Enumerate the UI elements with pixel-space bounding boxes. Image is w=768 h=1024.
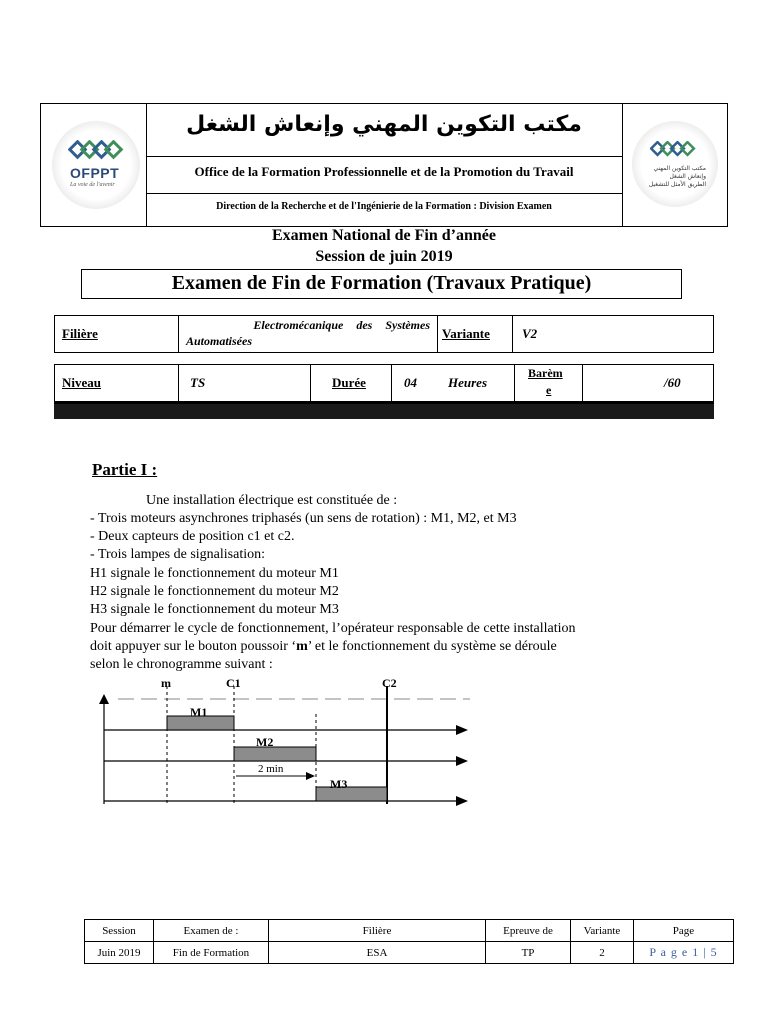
chrono-line-m2-arrow-icon (456, 756, 468, 766)
duree-label: Durée (332, 375, 366, 390)
header-divider-right (622, 103, 623, 227)
info-row2-frame (54, 364, 714, 402)
bareme-label-line1: Barèm (528, 366, 563, 380)
chrono-bar-label-m1: M1 (190, 705, 208, 719)
partie-line-9-post: ’ et le fonctionnement du système se déroule (307, 639, 557, 654)
info-row2-div4 (514, 364, 515, 402)
footer-v-examen: Fin de Formation (154, 942, 269, 964)
partie-line-9 (90, 638, 557, 656)
boxed-title: Examen de Fin de Formation (Travaux Pratique) (171, 272, 592, 294)
footer-v-filiere: ESA (269, 942, 486, 964)
bareme-value: /60 (664, 375, 681, 390)
chrono-delay-label: 2 min (258, 763, 284, 775)
footer-header-row (85, 920, 734, 942)
partie-heading: Partie I : (92, 460, 158, 479)
variante-label: Variante (442, 326, 490, 341)
footer-h-examen: Examen de : (154, 920, 269, 942)
duree-unit: Heures (448, 375, 487, 390)
chrono-bar-label-m2: M2 (256, 735, 274, 749)
chrono-label-c2: C2 (382, 676, 397, 690)
partie-line-4: - Trois lampes de signalisation: (90, 547, 265, 562)
footer-h-epreuve: Epreuve de (486, 920, 571, 942)
ofppt-emblem-icon (68, 140, 124, 162)
partie-line-8: Pour démarrer le cycle de fonctionnement, l’opérateur responsable de cette installation (90, 621, 576, 636)
footer-value-row (85, 942, 734, 964)
chrono-y-arrow-icon (99, 694, 109, 704)
niveau-value: TS (190, 375, 206, 390)
info-row1-div2 (437, 315, 438, 353)
footer-v-epreuve: TP (486, 942, 571, 964)
info-row2-div2 (310, 364, 311, 402)
logo-right-circle (632, 121, 718, 207)
header-hline-2 (146, 193, 622, 194)
duree-value: 04 (404, 375, 417, 390)
footer-v-session: Juin 2019 (85, 942, 154, 964)
chronogram-svg (94, 674, 474, 810)
footer-v-variante: 2 (571, 942, 634, 964)
footer-table (84, 919, 734, 964)
footer-h-page: Page (634, 920, 734, 942)
logo-left-name: OFPPT (70, 165, 120, 181)
footer-page-sep: | (699, 945, 711, 959)
footer-page-word: P a g e (649, 945, 689, 959)
direction-line: Direction de la Recherche et de l'Ingénierie de la Formation : Division Examen (216, 201, 552, 212)
niveau-label: Niveau (62, 375, 101, 390)
partie-line-7: H3 signale le fonctionnement du moteur M3 (90, 602, 339, 617)
logo-right-arabic-3: الطريق الأمثل للتشغيل (648, 181, 706, 188)
office-name: Office de la Formation Professionnelle et de la Promotion du Travail (194, 164, 574, 179)
chrono-bar-m3 (316, 787, 387, 801)
footer-h-session: Session (85, 920, 154, 942)
variante-value: V2 (522, 326, 538, 341)
exam-title-line1: Examen National de Fin d’année (271, 227, 496, 244)
arabic-title: مكتب التكوين المهني وإنعاش الشغل (186, 112, 582, 137)
chrono-bar-label-m3: M3 (330, 777, 348, 791)
info-row1-div3 (512, 315, 513, 353)
logo-right-arabic-2: وإنعاش الشغل (669, 173, 706, 180)
header-hline-1 (146, 156, 622, 157)
dark-separator-bar (54, 402, 714, 419)
logo-left-tagline: La voie de l'avenir (70, 182, 115, 188)
partie-line-3: - Deux capteurs de position c1 et c2. (90, 529, 295, 544)
info-row2-div3 (391, 364, 392, 402)
info-row2-div5 (582, 364, 583, 402)
partie-line-1: Une installation électrique est constituée de : (146, 493, 398, 508)
filiere-value-line1: Electromécanique des Systèmes (253, 318, 430, 332)
bareme-label-line2: e (546, 383, 552, 397)
ofppt-emblem-small-icon (650, 141, 696, 159)
info-row2-div1 (178, 364, 179, 402)
footer-h-variante: Variante (571, 920, 634, 942)
footer-h-filiere: Filière (269, 920, 486, 942)
chrono-bar-m2 (234, 747, 316, 761)
exam-title-line2: Session de juin 2019 (315, 248, 453, 265)
button-m-text: m (296, 639, 308, 654)
partie-line-10: selon le chronogramme suivant : (90, 657, 273, 672)
footer-page-num: 1 (692, 945, 700, 959)
partie-line-2: - Trois moteurs asynchrones triphasés (un sens de rotation) : M1, M2, et M3 (90, 511, 517, 526)
info-row1-div1 (178, 315, 179, 353)
chrono-delay-arrow-head-icon (306, 772, 315, 780)
chrono-line-m1-arrow-icon (456, 725, 468, 735)
logo-right-arabic-1: مكتب التكوين المهني (653, 165, 706, 172)
filiere-value-line2: Automatisées (186, 334, 253, 348)
partie-line-5: H1 signale le fonctionnement du moteur M1 (90, 566, 339, 581)
partie-line-6: H2 signale le fonctionnement du moteur M2 (90, 584, 339, 599)
chrono-label-c1: C1 (226, 676, 241, 690)
filiere-label: Filière (62, 326, 98, 341)
chrono-label-m: m (161, 676, 171, 690)
footer-page-total: 5 (710, 945, 718, 959)
chrono-line-m3-arrow-icon (456, 796, 468, 806)
partie-line-9-pre: doit appuyer sur le bouton poussoir ‘ (90, 639, 297, 654)
footer-v-page (634, 942, 734, 964)
